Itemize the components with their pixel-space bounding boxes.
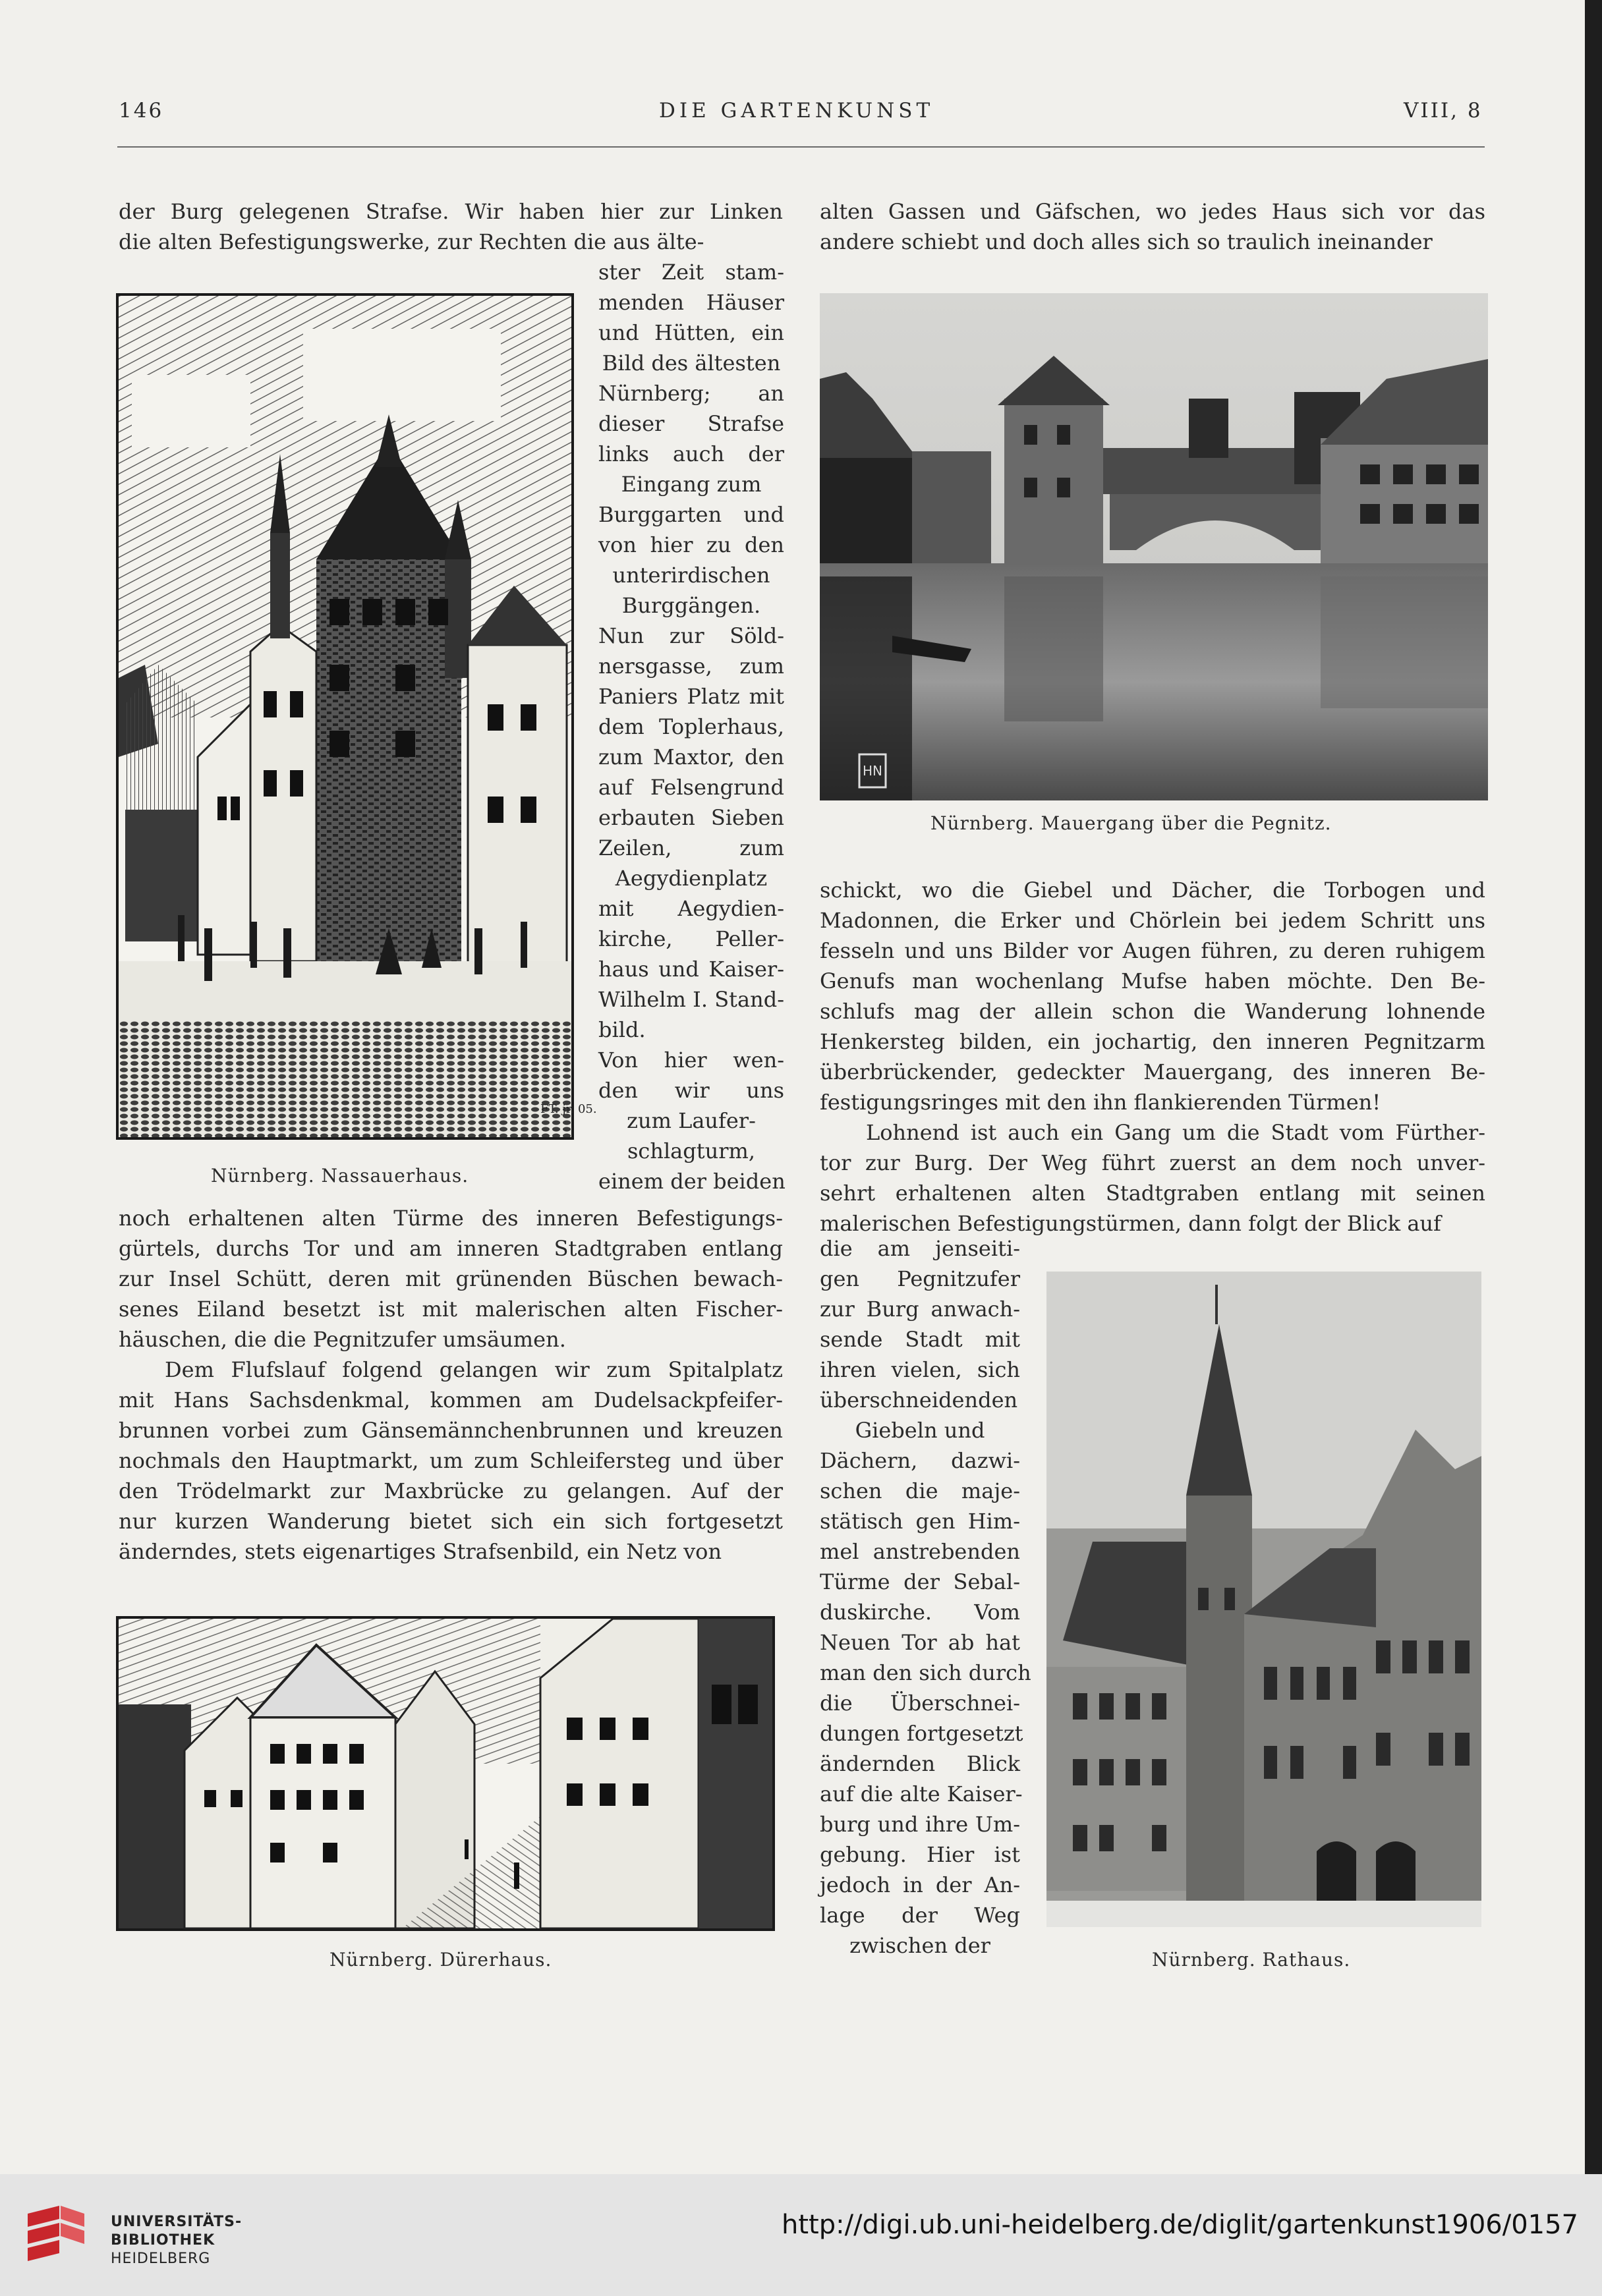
library-name-line1: UNIVERSITÄTS- bbox=[111, 2214, 243, 2230]
text-line: gen Pegnitzufer bbox=[820, 1266, 1020, 1291]
text-line: zur Insel Schütt, deren mit grünenden Büschen bewach- bbox=[119, 1266, 783, 1291]
text-line: gürtels, durchs Tor und am inneren Stadtgraben entlang bbox=[119, 1236, 783, 1261]
text-line: Von hier wen- bbox=[598, 1048, 784, 1073]
caption-rathaus: Nürnberg. Rathaus. bbox=[1152, 1949, 1351, 1971]
text-line: schlufs mag der allein schon die Wanderung lohnende bbox=[820, 999, 1485, 1024]
journal-title: DIE GARTENKUNST bbox=[659, 99, 934, 123]
text-line: nersgasse, zum bbox=[598, 654, 784, 679]
text-line: auf Felsengrund bbox=[598, 775, 784, 800]
text-line: Dem Flufslauf folgend gelangen wir zum Spitalplatz bbox=[165, 1357, 783, 1382]
text-line: unterirdischen bbox=[612, 563, 770, 588]
text-line: senes Eiland besetzt ist mit malerischen alten Fischer- bbox=[119, 1297, 783, 1322]
volume-issue: VIII, 8 bbox=[1404, 99, 1483, 123]
text-line: Dächern, dazwi- bbox=[820, 1448, 1020, 1473]
text-line: mit Aegydien- bbox=[598, 896, 784, 921]
text-line: man den sich durch bbox=[820, 1660, 1031, 1685]
text-line: alten Gassen und Gäfschen, wo jedes Haus sich vor das bbox=[820, 199, 1485, 224]
university-library-logo-icon bbox=[20, 2200, 92, 2273]
figure-duererhaus bbox=[116, 1616, 775, 1931]
header-rule bbox=[117, 146, 1485, 148]
text-line: nur kurzen Wanderung bietet sich ein sich fortgesetzt bbox=[119, 1509, 783, 1534]
text-line: zur Burg anwach- bbox=[820, 1297, 1020, 1322]
text-line: bild. bbox=[598, 1017, 646, 1042]
text-line: Giebeln und bbox=[855, 1418, 985, 1443]
text-line: haus und Kaiser- bbox=[598, 957, 784, 982]
text-line: stätisch gen Him- bbox=[820, 1509, 1020, 1534]
page-edge bbox=[1585, 0, 1602, 2174]
text-line: Eingang zum bbox=[621, 472, 762, 497]
text-line: zum Maxtor, den bbox=[598, 744, 784, 770]
text-line: ster Zeit stam- bbox=[598, 260, 784, 285]
text-line: dem Toplerhaus, bbox=[598, 714, 784, 739]
text-line: die Überschnei- bbox=[820, 1691, 1020, 1716]
text-line: schen die maje- bbox=[820, 1478, 1020, 1503]
text-line: zwischen der bbox=[849, 1933, 990, 1958]
caption-nassauerhaus: Nürnberg. Nassauerhaus. bbox=[211, 1165, 469, 1187]
text-line: brunnen vorbei zum Gänsemännchenbrunnen und kreuzen bbox=[119, 1418, 783, 1443]
text-line: Madonnen, die Erker und Chörlein bei jedem Schritt uns bbox=[820, 908, 1485, 933]
text-line: einem der beiden bbox=[598, 1169, 786, 1194]
text-line: den wir uns bbox=[598, 1078, 784, 1103]
text-line: änderndes, stets eigenartiges Strafsenbild, ein Netz von bbox=[119, 1539, 722, 1564]
duererhaus-engraving bbox=[119, 1619, 772, 1928]
text-line: Neuen Tor ab hat bbox=[820, 1630, 1020, 1655]
text-line: überbrückender, gedeckter Mauergang, des inneren Be- bbox=[820, 1059, 1485, 1084]
text-line: kirche, Peller- bbox=[598, 926, 784, 951]
text-line: mel anstrebenden bbox=[820, 1539, 1020, 1564]
rathaus-photo bbox=[1046, 1272, 1481, 1927]
text-line: häuschen, die die Pegnitzufer umsäumen. bbox=[119, 1327, 566, 1352]
text-line: menden Häuser bbox=[598, 290, 784, 315]
text-line: andere schiebt und doch alles sich so traulich ineinander bbox=[820, 229, 1433, 254]
text-line: burg und ihre Um- bbox=[820, 1812, 1020, 1837]
text-line: Türme der Sebal- bbox=[820, 1569, 1020, 1594]
text-line: Nun zur Söld- bbox=[598, 623, 784, 648]
nassauerhaus-engraving bbox=[119, 296, 597, 1137]
text-line: schlagturm, bbox=[627, 1138, 756, 1163]
text-line: der Burg gelegenen Strafse. Wir haben hier zur Linken bbox=[119, 199, 783, 224]
text-line: dieser Strafse bbox=[598, 411, 784, 436]
source-url-link[interactable]: http://digi.ub.uni-heidelberg.de/diglit/gartenkunst1906/0157 bbox=[782, 2210, 1578, 2240]
library-name-line2: BIBLIOTHEK bbox=[111, 2232, 215, 2249]
text-line: lage der Weg bbox=[820, 1903, 1020, 1928]
text-line: Lohnend ist auch ein Gang um die Stadt vom Fürther- bbox=[866, 1120, 1485, 1145]
figure-mauergang bbox=[820, 293, 1488, 800]
page-number: 146 bbox=[119, 99, 164, 123]
figure-rathaus bbox=[1046, 1272, 1481, 1927]
text-line: mit Hans Sachsdenkmal, kommen am Dudelsackpfeifer- bbox=[119, 1387, 783, 1413]
mauergang-photo bbox=[820, 293, 1488, 800]
text-line: auf die alte Kaiser- bbox=[820, 1781, 1023, 1806]
text-line: jedoch in der An- bbox=[820, 1872, 1020, 1897]
figure-nassauerhaus bbox=[116, 293, 597, 1140]
text-line: sende Stadt mit bbox=[820, 1327, 1020, 1352]
text-line: erbauten Sieben bbox=[598, 805, 784, 830]
text-line: die am jenseiti- bbox=[820, 1236, 1020, 1261]
text-line: festigungsringes mit den ihn flankierenden Türmen! bbox=[820, 1090, 1381, 1115]
caption-mauergang: Nürnberg. Mauergang über die Pegnitz. bbox=[930, 812, 1332, 834]
text-line: sehrt erhaltenen alten Stadtgraben entlang mit seinen bbox=[820, 1181, 1485, 1206]
mauergang-monogram: HN bbox=[863, 763, 882, 779]
text-line: links auch der bbox=[598, 441, 784, 466]
text-line: dungen fortgesetzt bbox=[820, 1721, 1023, 1746]
library-name-line3: HEIDELBERG bbox=[111, 2251, 211, 2267]
text-line: Zeilen, zum bbox=[598, 835, 784, 860]
text-line: Burggarten und bbox=[598, 502, 784, 527]
text-line: Wilhelm I. Stand- bbox=[598, 987, 784, 1012]
text-line: gebung. Hier ist bbox=[820, 1842, 1020, 1867]
text-line: und Hütten, ein bbox=[598, 320, 784, 345]
text-line: die alten Befestigungswerke, zur Rechten die aus älte- bbox=[119, 229, 704, 254]
text-line: Nürnberg; an bbox=[598, 381, 784, 406]
text-line: tor zur Burg. Der Weg führt zuerst an dem noch unver- bbox=[820, 1150, 1485, 1175]
text-line: den Trödelmarkt zur Maxbrücke zu gelangen. Auf der bbox=[119, 1478, 783, 1503]
text-line: zum Laufer- bbox=[627, 1108, 756, 1133]
text-line: noch erhaltenen alten Türme des inneren Befestigungs- bbox=[119, 1206, 783, 1231]
text-line: fesseln und uns Bilder vor Augen führen, zu deren ruhigem bbox=[820, 938, 1485, 963]
nassauerhaus-signature: FT. jr. 05. bbox=[540, 1102, 597, 1116]
text-line: malerischen Befestigungstürmen, dann folgt der Blick auf bbox=[820, 1211, 1441, 1236]
text-line: Henkersteg bilden, ein jochartig, den inneren Pegnitzarm bbox=[820, 1029, 1485, 1054]
text-line: nochmals den Hauptmarkt, um zum Schleifersteg und über bbox=[119, 1448, 783, 1473]
text-line: von hier zu den bbox=[598, 532, 784, 557]
library-footer bbox=[0, 2174, 1602, 2296]
text-line: Aegydienplatz bbox=[615, 866, 768, 891]
text-line: Bild des ältesten bbox=[602, 350, 781, 376]
text-line: Burggängen. bbox=[621, 593, 761, 618]
text-line: überschneidenden bbox=[820, 1387, 1018, 1413]
text-line: schickt, wo die Giebel und Dächer, die Torbogen und bbox=[820, 878, 1485, 903]
text-line: Paniers Platz mit bbox=[598, 684, 784, 709]
text-line: Genufs man wochenlang Mufse haben möchte. Den Be- bbox=[820, 968, 1485, 994]
text-line: ändernden Blick bbox=[820, 1751, 1020, 1776]
text-line: ihren vielen, sich bbox=[820, 1357, 1020, 1382]
text-line: duskirche. Vom bbox=[820, 1600, 1020, 1625]
caption-duererhaus: Nürnberg. Dürerhaus. bbox=[329, 1949, 552, 1971]
